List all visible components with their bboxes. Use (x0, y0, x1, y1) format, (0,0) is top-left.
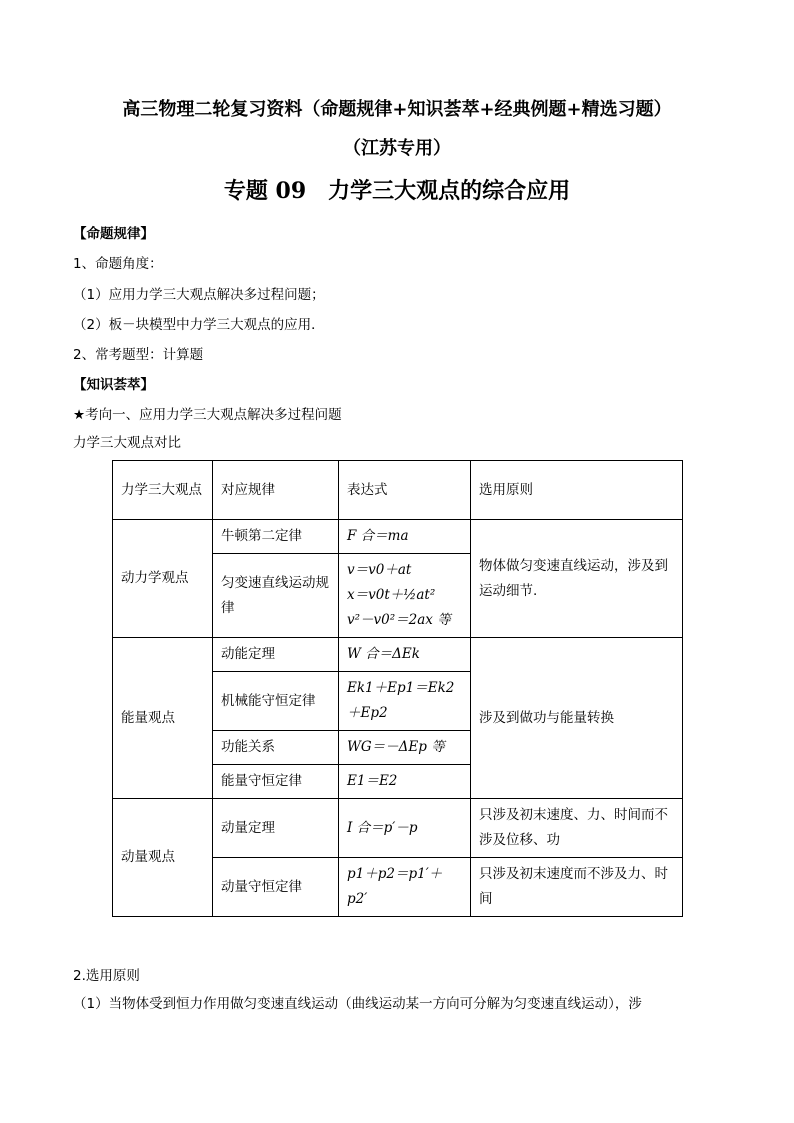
law-cell: 动量守恒定律 (213, 858, 339, 917)
document-subtitle: （江苏专用） (343, 138, 451, 159)
table-row (113, 638, 683, 672)
section-heading-mingti: 【命题规律】 (73, 226, 154, 242)
expression-cell (339, 858, 471, 917)
law-cell: 能量守恒定律 (213, 765, 339, 799)
law-cell: 动量定理 (213, 799, 339, 858)
subsection-heading: ★考向一、应用力学三大观点解决多过程问题 (73, 407, 342, 423)
topic-title: 专题 09 力学三大观点的综合应用 (223, 178, 571, 204)
paragraph: （1）当物体受到恒力作用做匀变速直线运动（曲线运动某一方向可分解为匀变速直线运动），涉 (73, 996, 642, 1012)
header-cell: 对应规律 (213, 461, 339, 520)
table-header-row (113, 461, 683, 520)
law-cell: 动能定理 (213, 638, 339, 672)
principle-cell: 只涉及初末速度而不涉及力、时间 (471, 858, 683, 917)
header-cell: 表达式 (339, 461, 471, 520)
formula: WG＝－ΔEp 等 (347, 739, 445, 755)
paragraph: （1）应用力学三大观点解决多过程问题； (73, 287, 325, 303)
formula: p1＋p2＝p1′＋p2′ (347, 866, 443, 907)
law-cell: 匀变速直线运动规律 (213, 554, 339, 638)
principle-cell: 物体做匀变速直线运动，涉及到运动细节. (471, 520, 683, 638)
paragraph: 1、命题角度： (73, 256, 163, 272)
paragraph: 2.选用原则 (73, 968, 140, 984)
expression-cell (339, 520, 471, 554)
table-row (113, 799, 683, 858)
expression-cell (339, 765, 471, 799)
principle-cell: 涉及到做功与能量转换 (471, 638, 683, 799)
table-caption: 力学三大观点对比 (73, 435, 181, 451)
formula: I 合＝p′－p (347, 819, 418, 836)
header-cell: 选用原则 (471, 461, 683, 520)
formula: v²－v0²＝2ax 等 (347, 612, 451, 628)
paragraph: （2）板－块模型中力学三大观点的应用． (73, 317, 325, 333)
expression-cell (339, 672, 471, 731)
view-cell: 动量观点 (113, 799, 213, 917)
formula: Ek1＋Ep1＝Ek2＋Ep2 (347, 680, 455, 721)
expression-cell (339, 799, 471, 858)
formula: v＝v0＋at (347, 562, 412, 578)
formula: E1＝E2 (347, 773, 398, 789)
comparison-table (112, 460, 683, 917)
header-cell: 力学三大观点 (113, 461, 213, 520)
formula: W 合＝ΔEk (347, 646, 420, 662)
principle-cell: 只涉及初末速度、力、时间而不涉及位移、功 (471, 799, 683, 858)
law-cell: 机械能守恒定律 (213, 672, 339, 731)
law-cell: 功能关系 (213, 731, 339, 765)
law-cell: 牛顿第二定律 (213, 520, 339, 554)
expression-cell (339, 731, 471, 765)
view-cell: 能量观点 (113, 638, 213, 799)
document-title: 高三物理二轮复习资料（命题规律+知识荟萃+经典例题+精选习题） (122, 99, 672, 120)
section-heading-zhishi: 【知识荟萃】 (73, 377, 154, 393)
formula: x＝v0t＋½at² (347, 587, 436, 603)
view-cell: 动力学观点 (113, 520, 213, 638)
paragraph: 2、常考题型：计算题 (73, 347, 204, 363)
expression-cell (339, 638, 471, 672)
expression-cell (339, 554, 471, 638)
formula: F 合＝ma (347, 528, 409, 544)
table-row (113, 520, 683, 554)
